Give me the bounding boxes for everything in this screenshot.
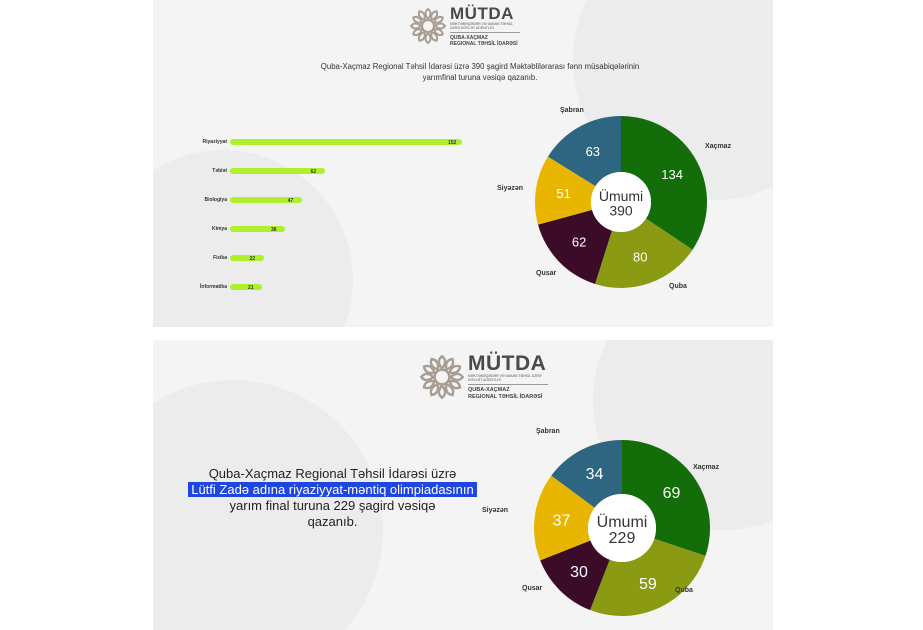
bar <box>230 139 462 145</box>
donut-center-label: Ümumi <box>596 514 648 531</box>
bottom-headline <box>160 466 505 530</box>
donut-category-label: Xaçmaz <box>705 143 732 150</box>
bar-category-label: Riyaziyyat <box>202 138 227 145</box>
donut-slice-value: 134 <box>661 167 683 183</box>
top-headline-line2: yarımfinal turuna vəsiqə qazanıb. <box>422 73 538 82</box>
donut-center-value: 229 <box>608 530 636 548</box>
donut-slice-value: 80 <box>633 249 648 265</box>
logo-office-line2: REGIONAL TƏHSİL İDARƏSİ <box>468 393 543 400</box>
bar-value-label: 62 <box>310 168 317 175</box>
bottom-headline-line4: qazanıb. <box>307 514 358 529</box>
logo-subtitle: MƏKTƏBƏQƏDƏR VƏ ÜMUMİ TƏHSİL ÜZRƏ DÖVLƏT AGENTLİYİ <box>468 374 542 382</box>
bar-value-label: 22 <box>249 255 256 262</box>
donut-category-label: Qusar <box>522 585 543 592</box>
donut-slice-value: 51 <box>556 186 571 202</box>
donut-slice-value: 59 <box>639 575 657 593</box>
donut-slice-value: 62 <box>571 234 587 250</box>
donut-slice-value: 37 <box>552 512 571 530</box>
logo-office-line1: QUBA-XAÇMAZ <box>450 35 488 41</box>
donut-category-label: Siyəzən <box>482 507 509 514</box>
top-headline <box>260 61 700 83</box>
bottom-headline-highlight: Lütfi Zadə adına riyaziyyat-məntiq olimpiadasının <box>188 482 477 497</box>
mutda-logo-top <box>410 5 520 47</box>
logo-subtitle: MƏKTƏBƏQƏDƏR VƏ ÜMUMİ TƏHSİL ÜZRƏ DÖVLƏT AGENTLİYİ <box>450 22 513 30</box>
logo-name: MÜTDA <box>468 352 547 375</box>
bottom-headline-line3: yarım final turuna 229 şagird vəsiqə <box>229 498 436 513</box>
bar-value-label: 47 <box>287 197 294 204</box>
bar-value-label: 21 <box>248 284 254 291</box>
bar-value-label: 152 <box>448 139 457 146</box>
logo-office-line1: QUBA-XAÇMAZ <box>468 387 510 393</box>
bar-category-label: İnformatika <box>200 283 227 290</box>
donut-center-value: 390 <box>609 202 633 219</box>
donut-category-label: Quba <box>669 283 687 290</box>
bottom-headline-line1: Quba-Xaçmaz Regional Təhsil İdarəsi üzrə <box>208 466 457 481</box>
bar-category-label: Təbiət <box>212 167 227 174</box>
bar-category-label: Fizika <box>213 254 227 261</box>
logo-name: MÜTDA <box>450 4 514 23</box>
background-shape <box>153 150 353 327</box>
donut-category-label: Quba <box>675 587 693 594</box>
donut-category-label: Xaçmaz <box>693 464 720 471</box>
donut-slice-value: 34 <box>585 466 604 484</box>
donut-category-label: Şabran <box>560 107 584 114</box>
bar <box>230 255 264 261</box>
donut-category-label: Siyəzən <box>497 185 524 192</box>
bar-value-label: 36 <box>270 226 277 233</box>
mutda-emblem-icon <box>420 355 464 399</box>
donut-center-label: Ümumi <box>598 188 644 204</box>
donut-slice-value: 63 <box>585 143 601 159</box>
top-headline-line1: Quba-Xaçmaz Regional Təhsil İdarəsi üzrə 390 şagird Məktəblilərarası fənn müsabiqələrinin <box>320 62 640 71</box>
bar <box>230 284 262 290</box>
donut-slice-value: 30 <box>570 563 588 581</box>
mutda-logo-bottom <box>420 353 548 400</box>
logo-office-line2: REGIONAL TƏHSİL İDARƏSİ <box>450 41 518 47</box>
donut-chart-total-390 <box>535 116 707 288</box>
donut-slice-value: 69 <box>662 484 681 502</box>
bar-category-label: Kimya <box>211 225 227 232</box>
donut-category-label: Şabran <box>536 428 560 435</box>
donut-category-label: Qusar <box>536 270 557 277</box>
mutda-emblem-icon <box>410 8 446 44</box>
bar-category-label: Biologiya <box>204 196 227 203</box>
